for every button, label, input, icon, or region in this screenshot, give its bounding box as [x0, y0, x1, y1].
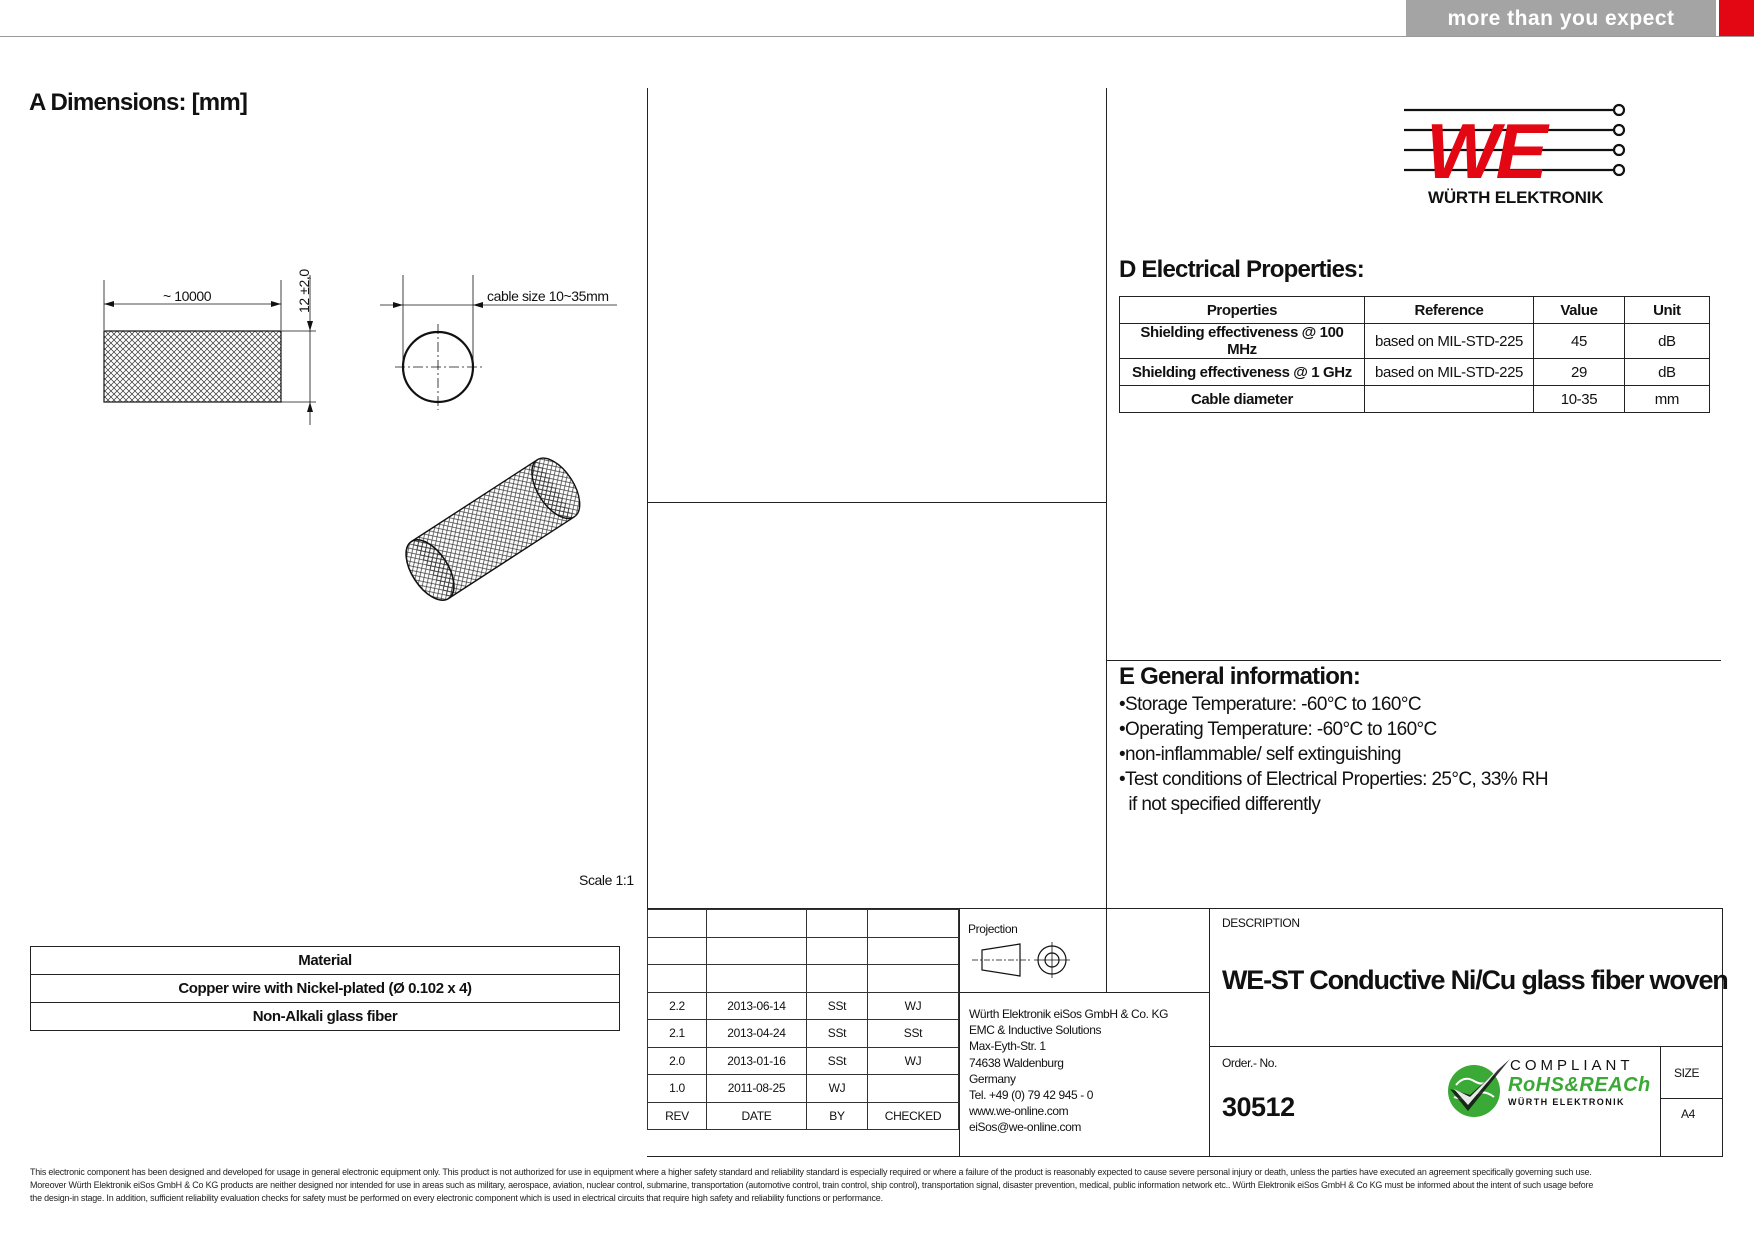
date-cell: 2013-04-24 — [707, 1020, 807, 1048]
table-header-row — [1120, 297, 1710, 324]
frame-line — [647, 1156, 1723, 1157]
table-header-row — [648, 1102, 959, 1130]
rev-cell: 2.1 — [648, 1020, 707, 1048]
compliant-text: COMPLIANT — [1510, 1057, 1634, 1074]
column-header: Reference — [1364, 297, 1533, 324]
electrical-title: D Electrical Properties: — [1119, 256, 1364, 283]
column-header: Properties — [1120, 297, 1365, 324]
reference-cell: based on MIL-STD-225 — [1364, 324, 1533, 359]
company-line: 74638 Waldenburg — [969, 1055, 1064, 1070]
projection-symbol-icon — [972, 942, 1082, 978]
by-cell: SSt — [807, 1020, 868, 1048]
value-cell: 45 — [1534, 324, 1625, 359]
company-line: eiSos@we-online.com — [969, 1120, 1081, 1135]
checked-cell: SSt — [868, 1020, 959, 1048]
revision-table — [647, 909, 959, 1130]
date-cell — [707, 965, 807, 993]
disclaimer-line: the design-in stage. In addition, sufficient reliability evaluation checks for safety must be performed on every electronic component which is used in electrical circuits that require high safety and reliability functions or performance. — [30, 1193, 883, 1203]
scale-label: Scale 1:1 — [579, 872, 634, 888]
rev-cell: 2.0 — [648, 1047, 707, 1075]
list-item: •Storage Temperature: -60°C to 160°C — [1119, 694, 1421, 715]
by-cell: SSt — [807, 992, 868, 1020]
slogan-banner: more than you expect — [1406, 0, 1716, 36]
order-number: 30512 — [1222, 1092, 1295, 1122]
table-row — [648, 992, 959, 1020]
accent-square — [1719, 0, 1754, 36]
table-row — [648, 1075, 959, 1103]
material-cell: Non-Alkali glass fiber — [31, 1003, 620, 1031]
frame-line — [1106, 908, 1107, 992]
date-cell — [707, 910, 807, 938]
company-address — [969, 1006, 1207, 1136]
date-cell: 2013-06-14 — [707, 992, 807, 1020]
frame-line — [959, 992, 1209, 993]
date-cell: 2013-01-16 — [707, 1047, 807, 1075]
electrical-properties-table — [1119, 296, 1710, 413]
by-cell: SSt — [807, 1047, 868, 1075]
table-row — [648, 1020, 959, 1048]
company-line: Max-Eyth-Str. 1 — [969, 1039, 1046, 1054]
order-label: Order.- No. — [1222, 1056, 1277, 1070]
company-line: EMC & Inductive Solutions — [969, 1023, 1102, 1038]
list-item: if not specified differently — [1119, 794, 1321, 815]
svg-text:WE: WE — [1426, 107, 1544, 195]
disclaimer-line: This electronic component has been designed and developed for usage in general electronic equipment only. This product is not authorized for use in equipment where a higher safety standard and reliability standard is especially required or where a failure of the product is reasonably expected to cause severe personal injury or death, unless the parties have executed an agreement specifically governing such use. — [30, 1167, 1592, 1177]
frame-line — [647, 502, 1107, 503]
compliance-globe-icon — [1440, 1055, 1516, 1121]
frame-line — [1209, 908, 1210, 1156]
unit-cell: mm — [1624, 386, 1709, 413]
table-row — [1120, 324, 1710, 359]
cable-size-label: cable size 10~35mm — [487, 288, 609, 304]
frame-line — [1106, 660, 1721, 661]
description-label: DESCRIPTION — [1222, 916, 1300, 930]
table-header-row — [31, 947, 620, 975]
dimension-drawing — [90, 250, 650, 650]
material-header: Material — [31, 947, 620, 975]
frame-line — [1209, 1046, 1722, 1047]
checked-cell — [868, 910, 959, 938]
by-cell — [807, 965, 868, 993]
material-table — [30, 946, 620, 1031]
rev-cell: 1.0 — [648, 1075, 707, 1103]
table-row — [648, 1047, 959, 1075]
dimensions-title: A Dimensions: [mm] — [29, 89, 248, 116]
general-title: E General information: — [1119, 663, 1361, 690]
rev-cell — [648, 965, 707, 993]
property-cell: Shielding effectiveness @ 100 MHz — [1120, 324, 1365, 359]
table-row — [31, 975, 620, 1003]
frame-line — [1660, 1046, 1661, 1156]
disclaimer — [30, 1166, 1730, 1205]
table-row — [1120, 386, 1710, 413]
column-header: DATE — [707, 1102, 807, 1130]
checked-cell: WJ — [868, 992, 959, 1020]
property-cell: Cable diameter — [1120, 386, 1365, 413]
unit-cell: dB — [1624, 324, 1709, 359]
table-row — [648, 910, 959, 938]
checked-cell — [868, 937, 959, 965]
rohs-reach-text: RoHS&REACh — [1508, 1074, 1651, 1096]
column-header: Unit — [1624, 297, 1709, 324]
projection-label: Projection — [968, 922, 1018, 936]
unit-cell: dB — [1624, 359, 1709, 386]
company-line: Tel. +49 (0) 79 42 945 - 0 — [969, 1088, 1094, 1103]
table-row — [31, 1003, 620, 1031]
value-cell: 29 — [1534, 359, 1625, 386]
column-header: BY — [807, 1102, 868, 1130]
by-cell — [807, 910, 868, 938]
length-label: ~ 10000 — [163, 288, 212, 304]
company-line: www.we-online.com — [969, 1104, 1069, 1119]
table-row — [648, 937, 959, 965]
reference-cell — [1364, 386, 1533, 413]
date-cell: 2011-08-25 — [707, 1075, 807, 1103]
frame-line — [1722, 908, 1723, 1156]
header-divider — [0, 36, 1754, 37]
company-line: Germany — [969, 1071, 1016, 1086]
by-cell — [807, 937, 868, 965]
date-cell — [707, 937, 807, 965]
frame-line — [1660, 1098, 1722, 1099]
logo-brand-text: WÜRTH ELEKTRONIK — [1428, 188, 1604, 207]
reference-cell: based on MIL-STD-225 — [1364, 359, 1533, 386]
rev-cell — [648, 910, 707, 938]
list-item: •Operating Temperature: -60°C to 160°C — [1119, 719, 1437, 740]
rev-cell: 2.2 — [648, 992, 707, 1020]
column-header: REV — [648, 1102, 707, 1130]
height-label: 12 ±2,0 — [296, 269, 312, 313]
checked-cell: WJ — [868, 1047, 959, 1075]
property-cell: Shielding effectiveness @ 1 GHz — [1120, 359, 1365, 386]
rev-cell — [648, 937, 707, 965]
frame-line — [959, 908, 960, 1156]
size-label: SIZE — [1674, 1066, 1700, 1080]
company-line: Würth Elektronik eiSos GmbH & Co. KG — [969, 1007, 1168, 1021]
value-cell: 10-35 — [1534, 386, 1625, 413]
by-cell: WJ — [807, 1075, 868, 1103]
disclaimer-line: Moreover Würth Elektronik eiSos GmbH & Co KG products are neither designed nor intended for use in areas such as military, aerospace, aviation, nuclear control, submarine, transportation (automotive control, train control, ship control), transportation signal, disaster prevention, medical, public information network etc.. Würth Elektronik eiSos GmbH & Co KG must be informed about the intent of such usage before — [30, 1180, 1594, 1190]
product-description: WE-ST Conductive Ni/Cu glass fiber woven — [1222, 965, 1728, 995]
material-cell: Copper wire with Nickel-plated (Ø 0.102 x 4) — [31, 975, 620, 1003]
column-header: Value — [1534, 297, 1625, 324]
checked-cell — [868, 965, 959, 993]
checked-cell — [868, 1075, 959, 1103]
general-info-list — [1119, 692, 1548, 817]
compliance-brand-text: WÜRTH ELEKTRONIK — [1508, 1097, 1625, 1107]
frame-line — [1106, 88, 1107, 908]
table-row — [648, 965, 959, 993]
table-row — [1120, 359, 1710, 386]
list-item: •non-inflammable/ self extinguishing — [1119, 744, 1401, 765]
list-item: •Test conditions of Electrical Properties: 25°C, 33% RH — [1119, 769, 1549, 790]
size-value: A4 — [1681, 1107, 1695, 1121]
column-header: CHECKED — [868, 1102, 959, 1130]
